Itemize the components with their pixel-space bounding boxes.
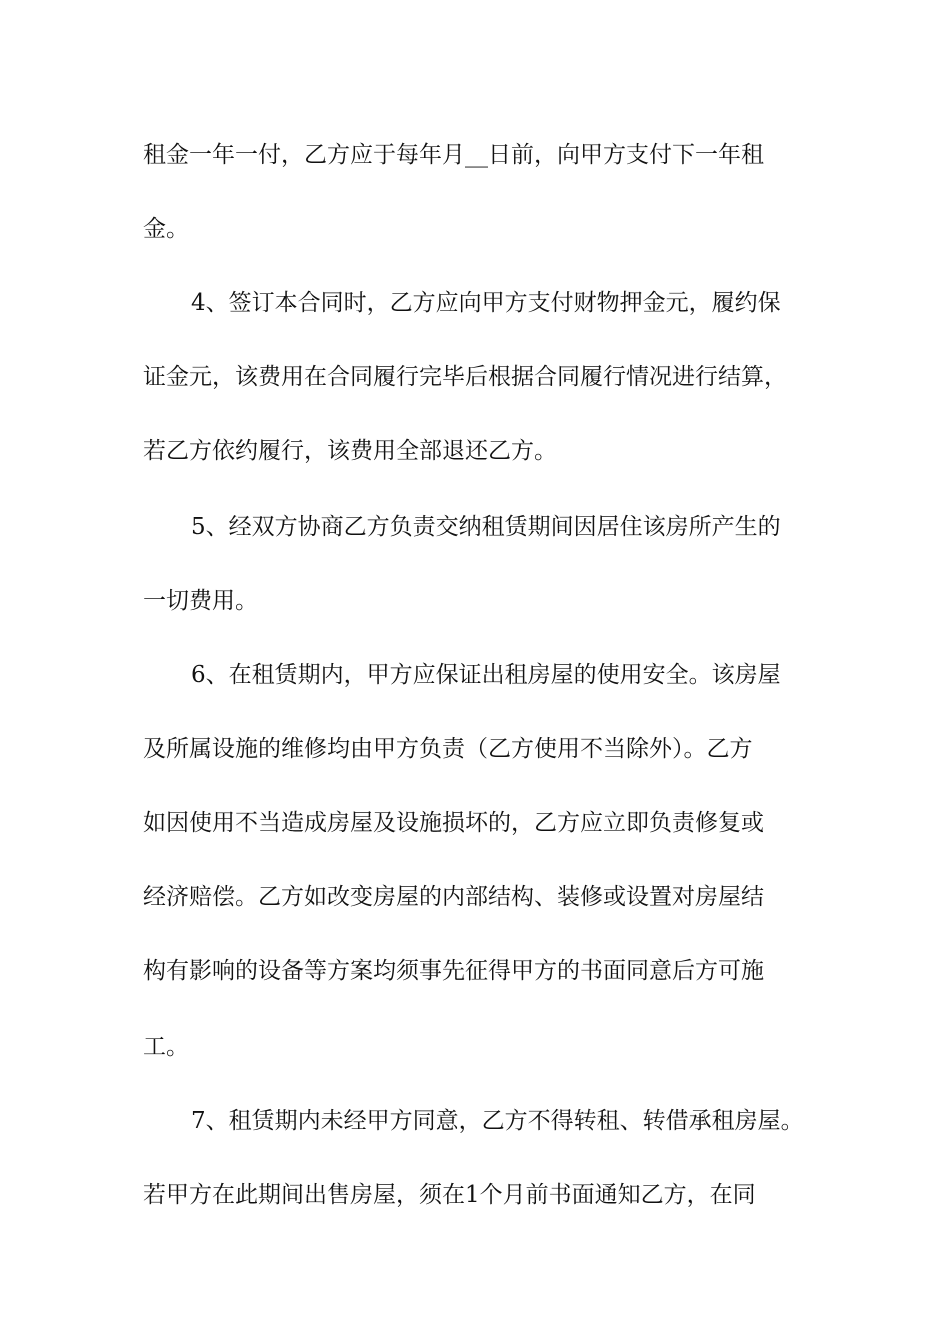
text-line: 如因使用不当造成房屋及设施损坏的，乙方应立即负责修复或 bbox=[143, 810, 764, 836]
text-line: 一切费用。 bbox=[143, 588, 258, 614]
text-line: 金。 bbox=[143, 216, 189, 242]
paragraph-4-start: 4、签订本合同时，乙方应向甲方支付财物押金元，履约保 bbox=[191, 290, 781, 316]
text-line: 构有影响的设备等方案均须事先征得甲方的书面同意后方可施 bbox=[143, 958, 764, 984]
paragraph-6-start: 6、在租赁期内，甲方应保证出租房屋的使用安全。该房屋 bbox=[191, 662, 781, 688]
paragraph-5-start: 5、经双方协商乙方负责交纳租赁期间因居住该房所产生的 bbox=[191, 514, 781, 540]
text-line: 及所属设施的维修均由甲方负责（乙方使用不当除外）。乙方 bbox=[143, 736, 753, 762]
text-line: 若乙方依约履行，该费用全部退还乙方。 bbox=[143, 438, 557, 464]
text-line: 工。 bbox=[143, 1034, 189, 1060]
text-line: 租金一年一付，乙方应于每年月__日前，向甲方支付下一年租 bbox=[143, 142, 764, 168]
text-line: 证金元，该费用在合同履行完毕后根据合同履行情况进行结算， bbox=[143, 364, 787, 390]
paragraph-7-start: 7、租赁期内未经甲方同意，乙方不得转租、转借承租房屋。 bbox=[191, 1108, 804, 1134]
text-line: 若甲方在此期间出售房屋，须在1个月前书面通知乙方，在同 bbox=[143, 1182, 756, 1208]
text-line: 经济赔偿。乙方如改变房屋的内部结构、装修或设置对房屋结 bbox=[143, 884, 764, 910]
